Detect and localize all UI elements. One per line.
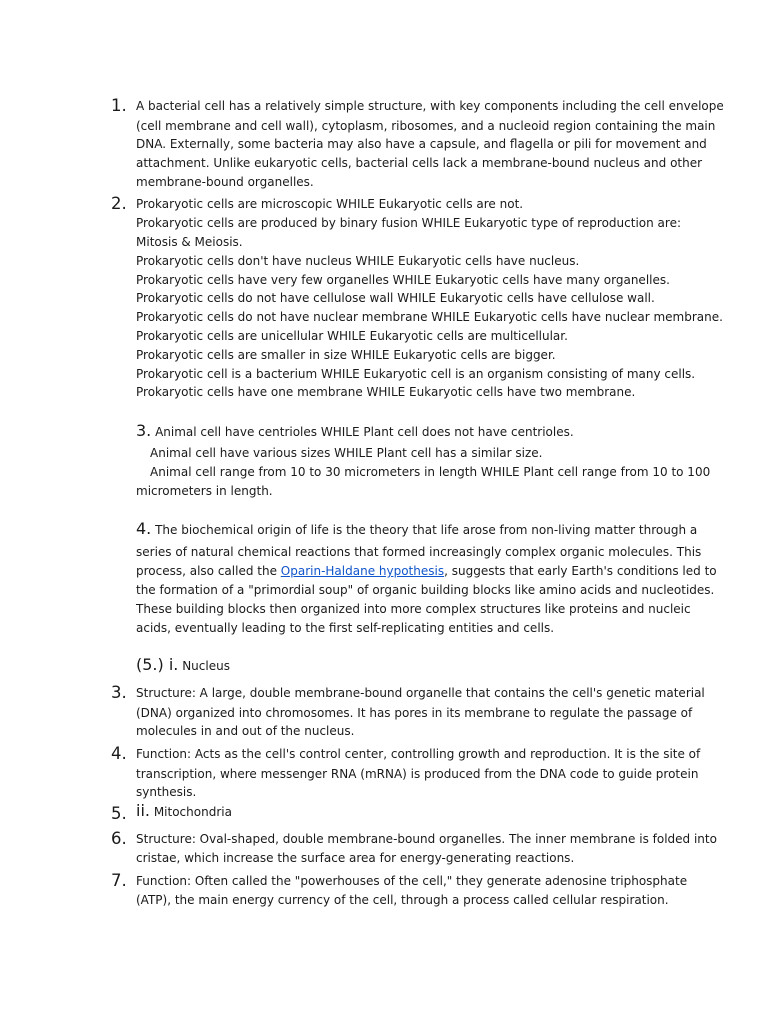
list-line: micrometers in length.	[136, 484, 273, 498]
heading-label: Mitochondria	[153, 805, 232, 819]
list-number: 4.	[136, 519, 152, 538]
list-line: Prokaryotic cell is a bacterium WHILE Eukaryotic cell is an organism consisting of many cells.	[136, 367, 696, 381]
heading-label: Nucleus	[182, 659, 230, 673]
heading-line	[136, 655, 230, 674]
list-number: 6.	[111, 829, 127, 848]
list-line: acids, eventually leading to the first self-replicating entities and cells.	[136, 621, 555, 635]
list-line: Structure: Oval-shaped, double membrane-bound organelles. The inner membrane is folded into	[136, 832, 717, 846]
list-line: Prokaryotic cells do not have cellulose wall WHILE Eukaryotic cells have cellulose wall.	[136, 291, 655, 305]
list-line	[136, 519, 698, 538]
list-number: 3.	[136, 421, 152, 440]
oparin-haldane-link[interactable]: Oparin-Haldane hypothesis	[280, 564, 445, 578]
list-line: Prokaryotic cells are produced by binary fusion WHILE Eukaryotic type of reproduction are:	[136, 216, 681, 230]
list-line: cristae, which increase the surface area for energy-generating reactions.	[136, 851, 575, 865]
list-line: Prokaryotic cells don't have nucleus WHILE Eukaryotic cells have nucleus.	[136, 254, 580, 268]
list-line: Function: Often called the "powerhouses of the cell," they generate adenosine triphosphate	[136, 874, 688, 888]
list-line: (ATP), the main energy currency of the cell, through a process called cellular respiration.	[136, 893, 669, 907]
list-line: Structure: A large, double membrane-bound organelle that contains the cell's genetic material	[136, 686, 705, 700]
list-line-text: Animal cell have centrioles WHILE Plant cell does not have centrioles.	[155, 425, 574, 439]
list-number: 3.	[111, 683, 127, 702]
list-line: Prokaryotic cells have very few organelles WHILE Eukaryotic cells have many organelles.	[136, 273, 670, 287]
list-line: series of natural chemical reactions that formed increasingly complex organic molecules. This	[136, 545, 702, 559]
list-number: 1.	[111, 96, 127, 115]
list-number: 7.	[111, 871, 127, 890]
list-line: membrane-bound organelles.	[136, 175, 314, 189]
list-line: Prokaryotic cells are unicellular WHILE Eukaryotic cells are multicellular.	[136, 329, 568, 343]
list-line: These building blocks then organized into more complex structures like proteins and nucleic	[136, 602, 691, 616]
list-line: DNA. Externally, some bacteria may also have a capsule, and flagella or pili for movement and	[136, 137, 707, 151]
list-line: transcription, where messenger RNA (mRNA) is produced from the DNA code to guide protein	[136, 767, 699, 781]
list-line: Prokaryotic cells are microscopic WHILE Eukaryotic cells are not.	[136, 197, 524, 211]
list-number: 2.	[111, 194, 127, 213]
list-line: Mitosis & Meiosis.	[136, 235, 243, 249]
list-line-text: process, also called the	[136, 564, 281, 578]
list-line	[136, 564, 717, 578]
list-line: A bacterial cell has a relatively simple structure, with key components including the cell envelope	[136, 99, 724, 113]
list-line: (cell membrane and cell wall), cytoplasm, ribosomes, and a nucleoid region containing the main	[136, 119, 716, 133]
list-line-text: The biochemical origin of life is the theory that life arose from non-living matter through a	[155, 523, 698, 537]
list-number: 4.	[111, 744, 127, 763]
list-line: (DNA) organized into chromosomes. It has pores in its membrane to regulate the passage of	[136, 706, 693, 720]
list-line	[136, 801, 232, 820]
list-line: Prokaryotic cells do not have nuclear membrane WHILE Eukaryotic cells have nuclear membrane.	[136, 310, 723, 324]
list-number: 5.	[111, 804, 127, 823]
list-line	[136, 421, 574, 440]
list-line: Prokaryotic cells have one membrane WHILE Eukaryotic cells have two membrane.	[136, 385, 636, 399]
list-line-text: , suggests that early Earth's conditions led to	[444, 564, 717, 578]
list-line: synthesis.	[136, 785, 197, 799]
list-line: the formation of a "primordial soup" of organic building blocks like amino acids and nucleotides.	[136, 583, 715, 597]
list-line: attachment. Unlike eukaryotic cells, bacterial cells lack a membrane-bound nucleus and other	[136, 156, 703, 170]
list-line: Function: Acts as the cell's control center, controlling growth and reproduction. It is the site of	[136, 747, 701, 761]
heading-prefix: ii.	[136, 801, 150, 820]
list-line: Animal cell have various sizes WHILE Plant cell has a similar size.	[150, 446, 543, 460]
list-line: Animal cell range from 10 to 30 micrometers in length WHILE Plant cell range from 10 to 100	[150, 465, 711, 479]
list-line: molecules in and out of the nucleus.	[136, 724, 355, 738]
heading-prefix: (5.) i.	[136, 655, 179, 674]
list-line: Prokaryotic cells are smaller in size WHILE Eukaryotic cells are bigger.	[136, 348, 556, 362]
